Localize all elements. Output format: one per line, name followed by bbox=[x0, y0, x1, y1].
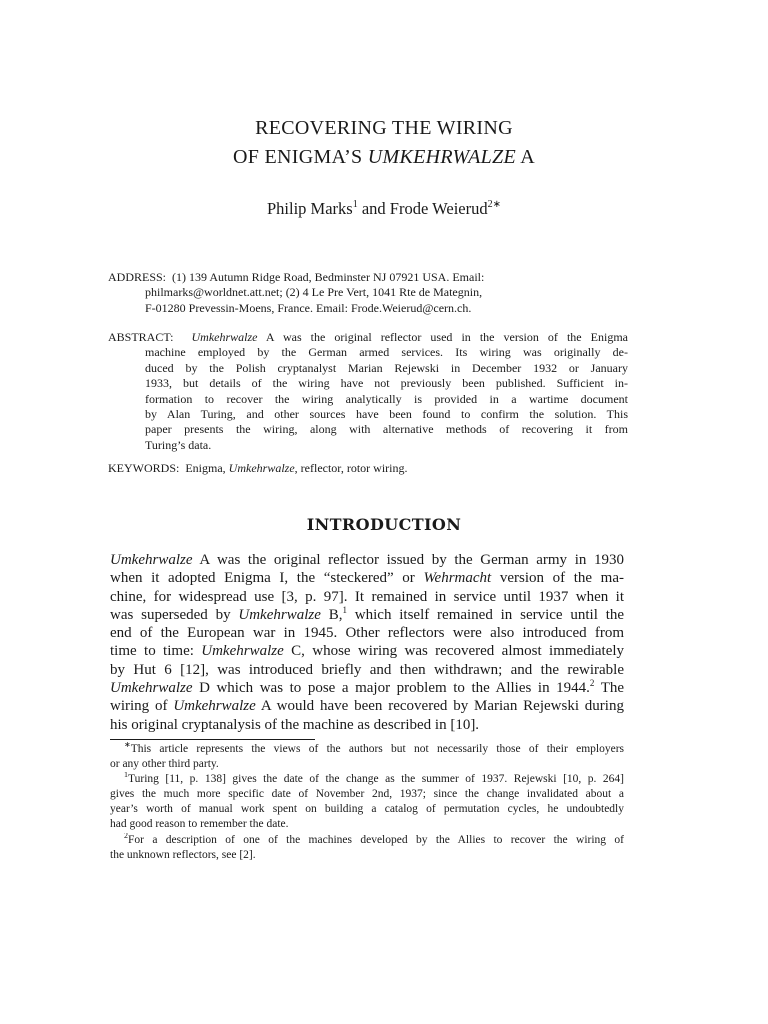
footnote-1-line-1: $^1$Turing [11, p. 138] gives the date of the change as the summer of 1937. Rejewski [10, p. 264] bbox=[124, 772, 624, 786]
title-line-2-italic: UMKEHRWALZE bbox=[367, 146, 516, 168]
keywords-line: KEYWORDS: Enigma, Umkehrwalze, reflector, rotor wiring. bbox=[108, 461, 408, 475]
intro-line-8: Umkehrwalze D which was to pose a major problem to the Allies in 1944.$^2$ The bbox=[110, 679, 624, 697]
keywords-block bbox=[108, 461, 628, 476]
footnote-rule bbox=[110, 739, 315, 740]
author-connector: and bbox=[361, 199, 386, 218]
abstract-line-1: ABSTRACT: Umkehrwalze A was the original reflector used in the version of the Enigma bbox=[108, 330, 628, 344]
abstract-label: ABSTRACT: bbox=[108, 330, 174, 344]
abstract-block bbox=[108, 330, 628, 453]
footnote-star-line-1: ∗This article represents the views of the authors but not necessarily those of their employers bbox=[124, 742, 624, 755]
abstract-line-6: by Alan Turing, and other sources have been found to confirm the solution. This bbox=[145, 407, 628, 422]
abstract-line-4: 1933, but details of the wiring have not previously been published. Sufficient in- bbox=[145, 376, 628, 391]
intro-line-6: time to time: Umkehrwalze C, whose wiring was recovered almost immediately bbox=[110, 643, 624, 660]
author-1: Philip Marks bbox=[267, 199, 353, 218]
keywords-label: KEYWORDS: bbox=[108, 461, 180, 475]
intro-line-7: by Hut 6 [12], was introduced briefly and then withdrawn; and the rewirable bbox=[110, 661, 624, 678]
author-2-affiliation: 2∗ bbox=[487, 199, 501, 210]
author-2: Frode Weierud bbox=[389, 199, 488, 218]
footnote-2-line-2: the unknown reflectors, see [2]. bbox=[110, 848, 256, 861]
author-1-affiliation: 1 bbox=[352, 199, 358, 210]
intro-line-4: was superseded by Umkehrwalze B,$^1$ which itself remained in service until the bbox=[110, 605, 624, 623]
title-line-2-plain: OF ENIGMA’S bbox=[233, 146, 363, 168]
paper-title bbox=[0, 114, 768, 172]
abstract-line-2: machine employed by the German armed services. Its wiring was originally de- bbox=[145, 345, 628, 360]
intro-line-3: chine, for widespread use [3, p. 97]. It remained in service until 1937 when it bbox=[110, 588, 624, 605]
abstract-line-3: duced by the Polish cryptanalyst Marian Rejewski in December 1932 or January bbox=[145, 360, 628, 375]
intro-line-1: Umkehrwalze A was the original reflector issued by the German army in 1930 bbox=[110, 552, 624, 568]
footnote-ref-1: 1 bbox=[342, 605, 347, 615]
title-line-2-end: A bbox=[520, 146, 535, 168]
abstract-line-8: Turing’s data. bbox=[145, 437, 212, 452]
footnotes bbox=[110, 742, 624, 863]
section-heading: INTRODUCTION bbox=[306, 515, 462, 534]
footnote-star-line-2: or any other third party. bbox=[110, 758, 219, 771]
intro-paragraph bbox=[110, 551, 624, 734]
footnote-ref-2: 2 bbox=[589, 679, 595, 689]
abstract-line-7: paper presents the wiring, along with alternative methods of recovering it from bbox=[145, 422, 628, 437]
intro-line-5: end of the European war in 1945. Other reflectors were also introduced from bbox=[110, 625, 624, 642]
intro-line-10: his original cryptanalysis of the machine as described in [10]. bbox=[110, 716, 480, 733]
address-label: ADDRESS: bbox=[108, 270, 167, 284]
address-line-3: F-01280 Prevessin-Moens, France. Email: Frode.Weierud@cern.ch. bbox=[145, 300, 472, 315]
footnote-1-line-2: gives the much more specific date of November 2nd, 1937; since the change invalidated about a bbox=[110, 788, 624, 801]
footnote-1-line-3: year’s worth of manual work spent on building a catalog of permutation cycles, he undoubtedly bbox=[110, 803, 624, 816]
address-line-1: ADDRESS: (1) 139 Autumn Ridge Road, Bedminster NJ 07921 USA. Email: bbox=[108, 270, 485, 284]
footnote-2-line-1: $^2$For a description of one of the machines developed by the Allies to recover the wiring of bbox=[124, 832, 624, 846]
intro-line-2: when it adopted Enigma I, the “steckered” or Wehrmacht version of the ma- bbox=[110, 570, 624, 587]
title-line-1: RECOVERING THE WIRING bbox=[255, 117, 513, 139]
abstract-line-5: formation to recover the wiring analytically is provided in a wartime document bbox=[145, 391, 628, 406]
address-block bbox=[108, 270, 628, 316]
address-line-2: philmarks@worldnet.att.net; (2) 4 Le Pre Vert, 1041 Rte de Mategnin, bbox=[145, 285, 483, 300]
author-list bbox=[0, 199, 768, 219]
intro-line-9: wiring of Umkehrwalze A would have been recovered by Marian Rejewski during bbox=[110, 698, 624, 715]
title-line-2 bbox=[0, 143, 768, 172]
footnote-1-line-4: had good reason to remember the date. bbox=[110, 818, 289, 831]
